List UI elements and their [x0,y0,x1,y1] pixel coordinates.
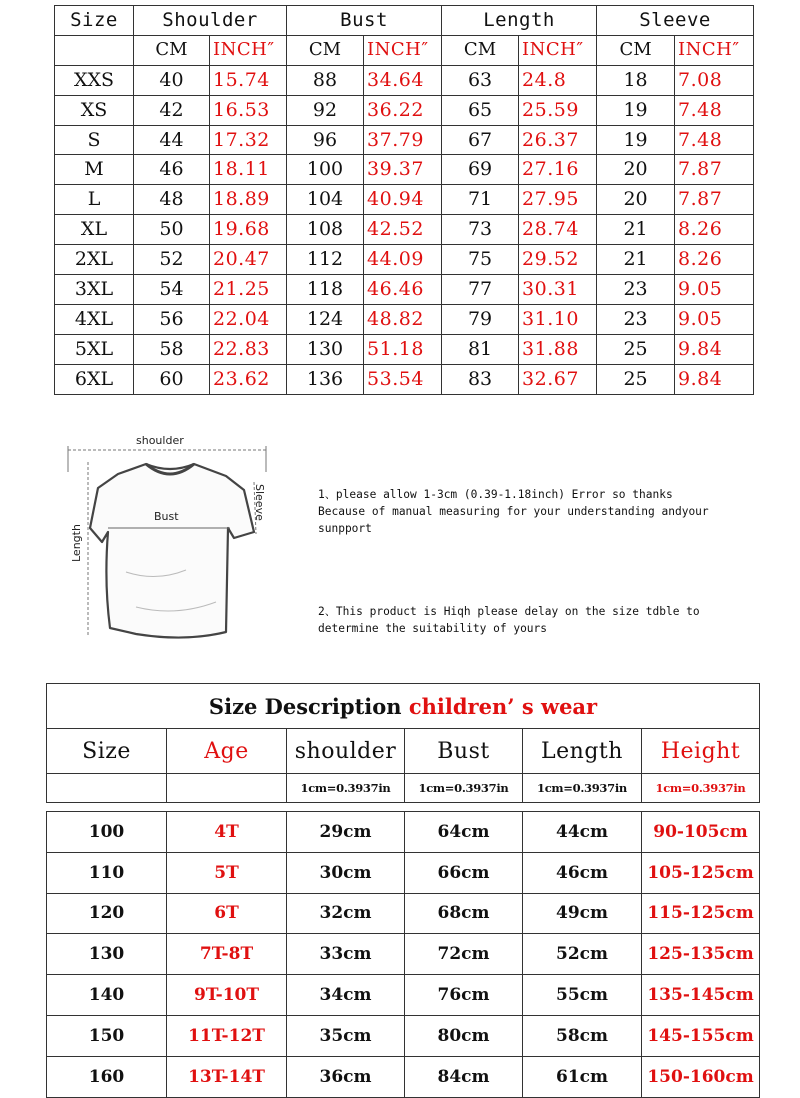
cell-bust-cm: 130 [287,334,364,364]
cell-size: XS [55,95,134,125]
child-header-shoulder: shoulder [287,729,405,774]
cell-bust-in: 51.18 [364,334,442,364]
unit-inch: INCH″ [519,35,597,65]
child-cell-height: 115-125cm [642,893,760,934]
conv-shoulder: 1cm=0.3937in [287,774,405,803]
adult-size-row [55,275,754,305]
cell-sleeve-cm: 20 [597,155,675,185]
child-cell-bust: 72cm [405,934,523,975]
child-cell-age: 7T-8T [167,934,287,975]
cell-length-cm: 73 [442,215,519,245]
children-size-row [47,852,760,893]
cell-sleeve-cm: 23 [597,304,675,334]
cell-size: M [55,155,134,185]
adult-size-row [55,185,754,215]
child-cell-shoulder: 34cm [287,975,405,1016]
cell-bust-in: 40.94 [364,185,442,215]
diagram-label-length: Length [70,524,83,562]
children-header-row [47,729,760,774]
header-length: Length [442,6,597,36]
children-size-table [46,683,760,1098]
cell-shoulder-in: 20.47 [210,245,287,275]
cell-length-cm: 81 [442,334,519,364]
cell-sleeve-cm: 20 [597,185,675,215]
cell-bust-cm: 100 [287,155,364,185]
cell-shoulder-in: 17.32 [210,125,287,155]
child-cell-bust: 68cm [405,893,523,934]
child-cell-size: 110 [47,852,167,893]
cell-shoulder-in: 23.62 [210,364,287,394]
adult-size-row [55,364,754,394]
cell-bust-cm: 136 [287,364,364,394]
child-cell-size: 100 [47,812,167,853]
child-cell-height: 125-135cm [642,934,760,975]
child-cell-height: 145-155cm [642,1015,760,1056]
adult-size-row [55,304,754,334]
cell-sleeve-cm: 21 [597,215,675,245]
title-black: Size Description [208,693,409,719]
cell-length-in: 31.10 [519,304,597,334]
cell-length-cm: 71 [442,185,519,215]
cell-shoulder-cm: 58 [134,334,210,364]
child-cell-length: 49cm [523,893,642,934]
header-shoulder: Shoulder [134,6,287,36]
cell-size: 5XL [55,334,134,364]
child-cell-size: 160 [47,1056,167,1097]
note1-line3: sunpport [318,522,372,535]
child-cell-length: 44cm [523,812,642,853]
unit-blank [55,35,134,65]
children-size-row [47,812,760,853]
cell-shoulder-in: 21.25 [210,275,287,305]
cell-sleeve-in: 7.48 [675,125,754,155]
cell-length-in: 27.16 [519,155,597,185]
child-cell-age: 5T [167,852,287,893]
conv-length: 1cm=0.3937in [523,774,642,803]
cell-bust-in: 39.37 [364,155,442,185]
cell-bust-in: 37.79 [364,125,442,155]
cell-sleeve-in: 9.84 [675,334,754,364]
child-cell-shoulder: 35cm [287,1015,405,1056]
cell-shoulder-cm: 40 [134,65,210,95]
cell-sleeve-cm: 21 [597,245,675,275]
cell-shoulder-cm: 48 [134,185,210,215]
cell-sleeve-cm: 18 [597,65,675,95]
cell-sleeve-in: 8.26 [675,215,754,245]
cell-shoulder-in: 19.68 [210,215,287,245]
cell-size: 6XL [55,364,134,394]
adult-size-row [55,65,754,95]
diagram-label-bust: Bust [154,510,179,523]
child-cell-length: 55cm [523,975,642,1016]
child-cell-height: 135-145cm [642,975,760,1016]
children-size-row [47,1015,760,1056]
cell-bust-cm: 88 [287,65,364,95]
adult-size-row [55,155,754,185]
cell-shoulder-cm: 46 [134,155,210,185]
child-cell-bust: 76cm [405,975,523,1016]
cell-bust-cm: 112 [287,245,364,275]
cell-shoulder-cm: 42 [134,95,210,125]
child-cell-shoulder: 32cm [287,893,405,934]
cell-bust-cm: 124 [287,304,364,334]
cell-shoulder-in: 15.74 [210,65,287,95]
cell-length-cm: 77 [442,275,519,305]
child-cell-height: 90-105cm [642,812,760,853]
cell-length-cm: 63 [442,65,519,95]
tshirt-icon [66,432,276,652]
child-header-bust: Bust [405,729,523,774]
note2-line2: determine the suitability of yours [318,622,548,635]
cell-shoulder-in: 18.89 [210,185,287,215]
children-size-row [47,893,760,934]
child-cell-bust: 80cm [405,1015,523,1056]
cell-length-cm: 65 [442,95,519,125]
header-size: Size [55,6,134,36]
cell-length-in: 32.67 [519,364,597,394]
child-cell-height: 150-160cm [642,1056,760,1097]
unit-cm: CM [287,35,364,65]
adult-size-row [55,245,754,275]
cell-length-cm: 69 [442,155,519,185]
unit-cm: CM [442,35,519,65]
cell-length-in: 28.74 [519,215,597,245]
cell-shoulder-cm: 60 [134,364,210,394]
cell-bust-in: 46.46 [364,275,442,305]
cell-bust-cm: 92 [287,95,364,125]
note1-line1: 1、please allow 1-3cm (0.39-1.18inch) Error so thanks [318,488,673,501]
child-header-age: Age [167,729,287,774]
child-cell-length: 52cm [523,934,642,975]
note2-line1: 2、This product is Hiqh please delay on the size tdble to [318,605,700,618]
cell-shoulder-cm: 52 [134,245,210,275]
cell-length-cm: 83 [442,364,519,394]
cell-shoulder-cm: 56 [134,304,210,334]
conv-blank [167,774,287,803]
child-cell-shoulder: 36cm [287,1056,405,1097]
cell-length-in: 29.52 [519,245,597,275]
cell-shoulder-cm: 50 [134,215,210,245]
cell-shoulder-in: 22.04 [210,304,287,334]
children-size-row [47,1056,760,1097]
cell-sleeve-in: 9.05 [675,275,754,305]
cell-bust-in: 42.52 [364,215,442,245]
children-conversion-row [47,774,760,803]
header-sleeve: Sleeve [597,6,754,36]
child-cell-size: 130 [47,934,167,975]
adult-size-table [54,5,754,395]
child-cell-bust: 84cm [405,1056,523,1097]
measurement-note-2 [318,603,778,637]
cell-length-in: 24.8 [519,65,597,95]
conv-blank [47,774,167,803]
cell-sleeve-in: 9.05 [675,304,754,334]
cell-bust-in: 44.09 [364,245,442,275]
child-cell-size: 120 [47,893,167,934]
cell-shoulder-in: 18.11 [210,155,287,185]
adult-size-row [55,95,754,125]
cell-sleeve-cm: 25 [597,334,675,364]
cell-length-cm: 79 [442,304,519,334]
cell-sleeve-in: 9.84 [675,364,754,394]
cell-shoulder-in: 16.53 [210,95,287,125]
child-cell-age: 6T [167,893,287,934]
cell-sleeve-in: 7.87 [675,155,754,185]
cell-bust-in: 36.22 [364,95,442,125]
cell-shoulder-cm: 54 [134,275,210,305]
cell-bust-in: 34.64 [364,65,442,95]
unit-cm: CM [134,35,210,65]
child-cell-length: 58cm [523,1015,642,1056]
child-cell-age: 11T-12T [167,1015,287,1056]
measurement-note-1 [318,486,778,537]
cell-size: 2XL [55,245,134,275]
child-header-length: Length [523,729,642,774]
cell-sleeve-in: 7.08 [675,65,754,95]
cell-sleeve-in: 8.26 [675,245,754,275]
cell-sleeve-in: 7.87 [675,185,754,215]
child-cell-bust: 66cm [405,852,523,893]
diagram-label-sleeve: Sleeve [253,484,266,521]
cell-length-in: 27.95 [519,185,597,215]
adult-header-row [55,6,754,36]
child-cell-age: 13T-14T [167,1056,287,1097]
cell-sleeve-cm: 19 [597,95,675,125]
child-cell-bust: 64cm [405,812,523,853]
children-title-row [47,684,760,729]
unit-inch: INCH″ [675,35,754,65]
cell-bust-in: 48.82 [364,304,442,334]
cell-size: 3XL [55,275,134,305]
cell-length-in: 25.59 [519,95,597,125]
children-gap-row [47,803,760,812]
cell-bust-cm: 118 [287,275,364,305]
cell-bust-in: 53.54 [364,364,442,394]
child-cell-shoulder: 30cm [287,852,405,893]
adult-unit-row [55,35,754,65]
cell-size: 4XL [55,304,134,334]
child-header-height: Height [642,729,760,774]
cell-size: XXS [55,65,134,95]
cell-size: L [55,185,134,215]
cell-length-in: 31.88 [519,334,597,364]
child-cell-length: 61cm [523,1056,642,1097]
conv-bust: 1cm=0.3937in [405,774,523,803]
cell-bust-cm: 104 [287,185,364,215]
child-cell-age: 9T-10T [167,975,287,1016]
adult-size-row [55,125,754,155]
cell-length-in: 30.31 [519,275,597,305]
conv-height: 1cm=0.3937in [642,774,760,803]
header-bust: Bust [287,6,442,36]
cell-sleeve-cm: 25 [597,364,675,394]
unit-inch: INCH″ [364,35,442,65]
unit-cm: CM [597,35,675,65]
adult-size-row [55,334,754,364]
cell-sleeve-cm: 19 [597,125,675,155]
gap-cell [47,803,760,812]
child-cell-length: 46cm [523,852,642,893]
cell-bust-cm: 96 [287,125,364,155]
child-cell-age: 4T [167,812,287,853]
child-cell-shoulder: 33cm [287,934,405,975]
cell-bust-cm: 108 [287,215,364,245]
adult-size-row [55,215,754,245]
diagram-label-shoulder: shoulder [136,434,184,447]
children-size-row [47,975,760,1016]
cell-size: S [55,125,134,155]
child-cell-size: 150 [47,1015,167,1056]
cell-length-cm: 67 [442,125,519,155]
unit-inch: INCH″ [210,35,287,65]
cell-size: XL [55,215,134,245]
children-size-row [47,934,760,975]
cell-shoulder-in: 22.83 [210,334,287,364]
tshirt-measurement-diagram [66,432,276,652]
cell-sleeve-cm: 23 [597,275,675,305]
cell-shoulder-cm: 44 [134,125,210,155]
child-cell-size: 140 [47,975,167,1016]
child-cell-height: 105-125cm [642,852,760,893]
cell-length-cm: 75 [442,245,519,275]
child-header-size: Size [47,729,167,774]
cell-sleeve-in: 7.48 [675,95,754,125]
title-red: children’ s wear [408,693,598,719]
cell-length-in: 26.37 [519,125,597,155]
child-cell-shoulder: 29cm [287,812,405,853]
note1-line2: Because of manual measuring for your understanding andyour [318,505,709,518]
children-table-title [47,684,760,729]
